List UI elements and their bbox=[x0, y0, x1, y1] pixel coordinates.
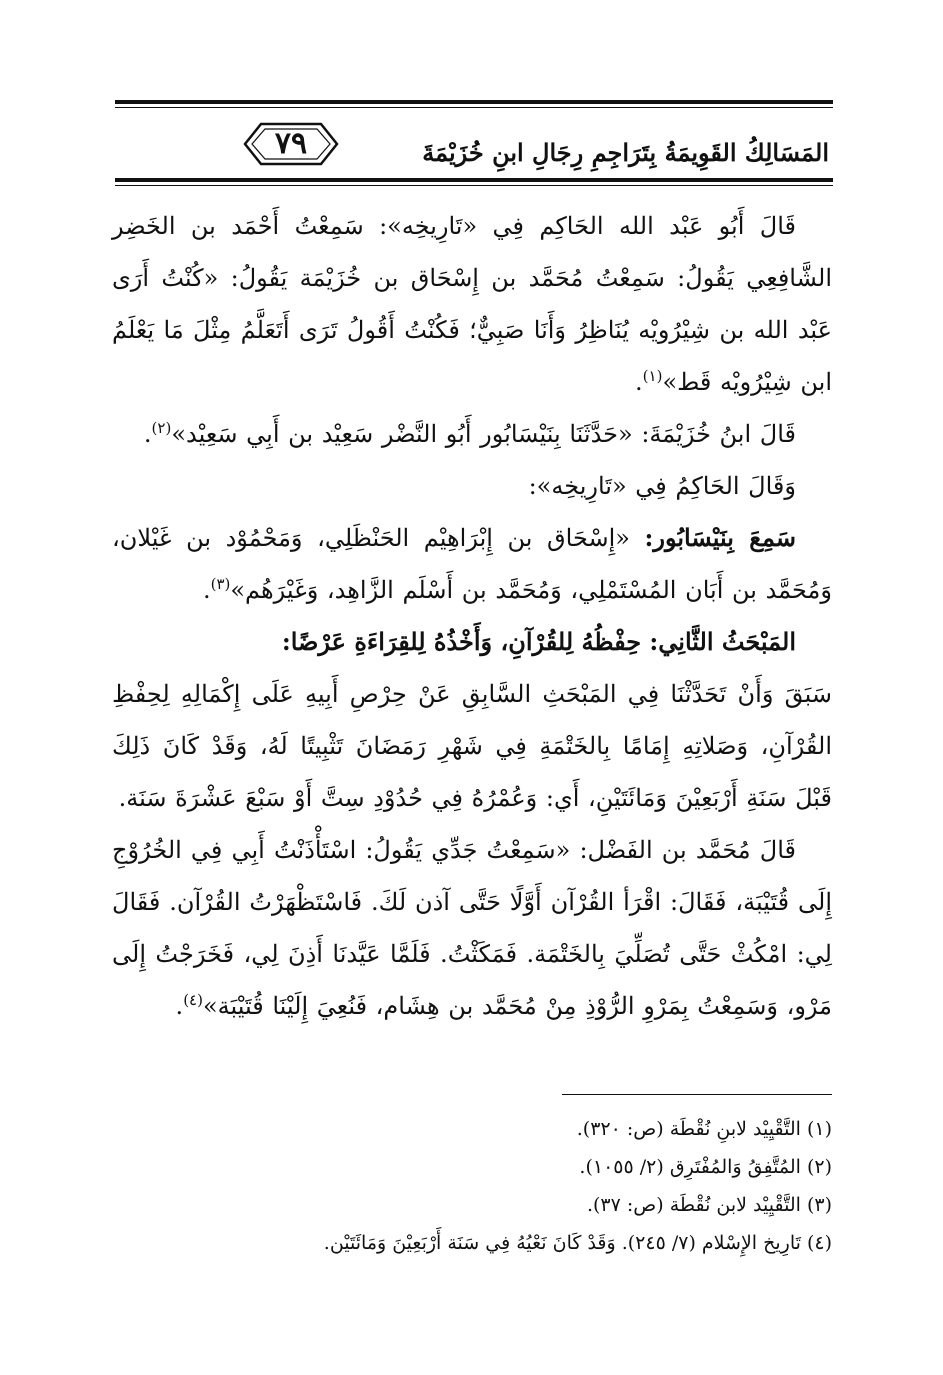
paragraph-text: «إِسْحَاق بن إِبْرَاهِيْم الحَنْظَلِي، وَمَحْمُوْد بن غَيْلان، وَمُحَمَّد بن أَبَان المُسْتَمْلِي، وَمُحَمَّد بن أَسْلَم الزَّاهِد، وَغَيْرَهُم» bbox=[112, 524, 832, 604]
page-number-frame bbox=[243, 120, 339, 168]
paragraph-end: . bbox=[175, 992, 184, 1020]
header-rule-top bbox=[115, 100, 833, 104]
footnote-ref-1[interactable]: (١) bbox=[642, 367, 663, 385]
paragraph-ibn-khuzayma bbox=[112, 408, 832, 460]
paragraph-text: قَالَ مُحَمَّد بن الفَضْل: «سَمِعْتُ جَدِّي يَقُولُ: اسْتَأْذَنْتُ أَبِي فِي الخُرُوْجِ إِلَى قُتَيْبَة، فَقَالَ: اقْرَأ القُرْآن أَوَّلًا حَتَّى آذن لَكَ. فَاسْتَظْهَرْتُ القُرْآن. فَقَالَ لِي: امْكُثْ حَتَّى تُصَلِّيَ بِالخَتْمَة. فَمَكَثْتُ. فَلَمَّا عَيَّدنَا أَذِنَ لِي، فَخَرَجْتُ إِلَى مَرْو، وَسَمِعْتُ بِمَرْوِ الرُّوْذِ مِنْ مُحَمَّد بن هِشَام، فَنُعِيَ إِلَيْنَا قُتَيْبَة» bbox=[112, 836, 832, 1020]
paragraph-end: . bbox=[635, 368, 643, 396]
section-heading: المَبْحَثُ الثَّانِي: حِفْظُهُ لِلقُرْآنِ، وَأَخْذُهُ لِلقِرَاءَةِ عَرْضًا: bbox=[281, 627, 796, 656]
paragraph-end: . bbox=[143, 420, 152, 448]
header-rule-top-thin bbox=[115, 107, 833, 108]
paragraph-teachers bbox=[112, 512, 832, 616]
paragraph-text: قَالَ ابنُ خُزَيْمَةَ: «حَدَّثَنَا بِنَيْسَابُور أَبُو النَّضْر سَعِيْد بن أَبِي سَعِيْد» bbox=[171, 420, 796, 448]
header-rule-bottom-thin bbox=[115, 185, 833, 186]
page-number: ٧٩ bbox=[274, 126, 308, 161]
footnotes bbox=[112, 1110, 832, 1262]
paragraph-memorization: سَبَقَ وَأَنْ تَحَدَّثْنَا فِي المَبْحَثِ السَّابِقِ عَنْ حِرْصِ أَبِيهِ عَلَى إِكْمَالِهِ لِحِفْظِ القُرْآنِ، وَصَلاتِهِ إِمَامًا بِالخَتْمَةِ فِي شَهْرِ رَمَضَانَ تَثْبِيتًا لَهُ، وَقَدْ كَانَ ذَلِكَ قَبْلَ سَنَةِ أَرْبَعِيْنَ وَمَائَتَيْنِ، أَي: وَعُمْرُهُ فِي حُدُوْدِ سِتَّ أَوْ سَبْعَ عَشْرَةَ سَنَة. bbox=[112, 680, 832, 812]
paragraph-text: قَالَ أَبُو عَبْد الله الحَاكِم فِي «تَارِيخِه»: سَمِعْتُ أَحْمَد بن الخَضِر الشَّافِعِي يَقُولُ: سَمِعْتُ مُحَمَّد بن إِسْحَاق بن خُزَيْمَة يَقُولُ: «كُنْتُ أَرَى عَبْد الله بن شِيْرُويْه يُنَاظِرُ وَأَنَا صَبِيٌّ؛ فَكُنْتُ أَقُولُ تَرَى أَتَعَلَّمُ مِثْلَ مَا يَعْلَمُ ابن شِيْرُويْه قَط» bbox=[112, 212, 832, 396]
footnote-1: (١) التَّقْيِيْد لابنِ نُقْطَة (ص: ٣٢٠). bbox=[576, 1118, 832, 1140]
footnote-ref-2[interactable]: (٢) bbox=[151, 419, 172, 437]
main-text bbox=[112, 200, 832, 1032]
paragraph-text: وَقَالَ الحَاكِمُ فِي «تَارِيخِه»: bbox=[528, 472, 796, 500]
footnote-3: (٣) التَّقْيِيْد لابن نُقْطَة (ص: ٣٧). bbox=[586, 1194, 832, 1216]
footnote-2: (٢) المُتَّفِقُ وَالمُفْتَرِق (٢/ ١٠٥٥). bbox=[579, 1156, 832, 1178]
paragraph-hakim-tarikh bbox=[112, 460, 832, 512]
footnote-ref-3[interactable]: (٣) bbox=[210, 575, 231, 593]
paragraph-ibn-fadl bbox=[112, 824, 832, 1032]
footnote-ref-4[interactable]: (٤) bbox=[183, 991, 203, 1009]
page-header bbox=[115, 100, 833, 190]
run-in-label: سَمِعَ بِنَيْسَابُور: bbox=[644, 523, 797, 552]
paragraph-end: . bbox=[202, 576, 211, 604]
running-title: المَسَالِكُ القَوِيمَةُ بِتَرَاجِمِ رِجَالِ ابنِ خُزَيْمَةَ bbox=[422, 138, 829, 167]
footnote-separator bbox=[562, 1094, 832, 1095]
paragraph-hakim-quote bbox=[112, 200, 832, 408]
header-rule-bottom bbox=[115, 178, 833, 182]
footnote-4: (٤) تَارِيخ الإِسْلام (٧/ ٢٤٥). وَقَدْ كَانَ نَعْيُهُ فِي سَنَة أَرْبَعِيْنَ وَمَائَتَيْن. bbox=[323, 1232, 832, 1254]
